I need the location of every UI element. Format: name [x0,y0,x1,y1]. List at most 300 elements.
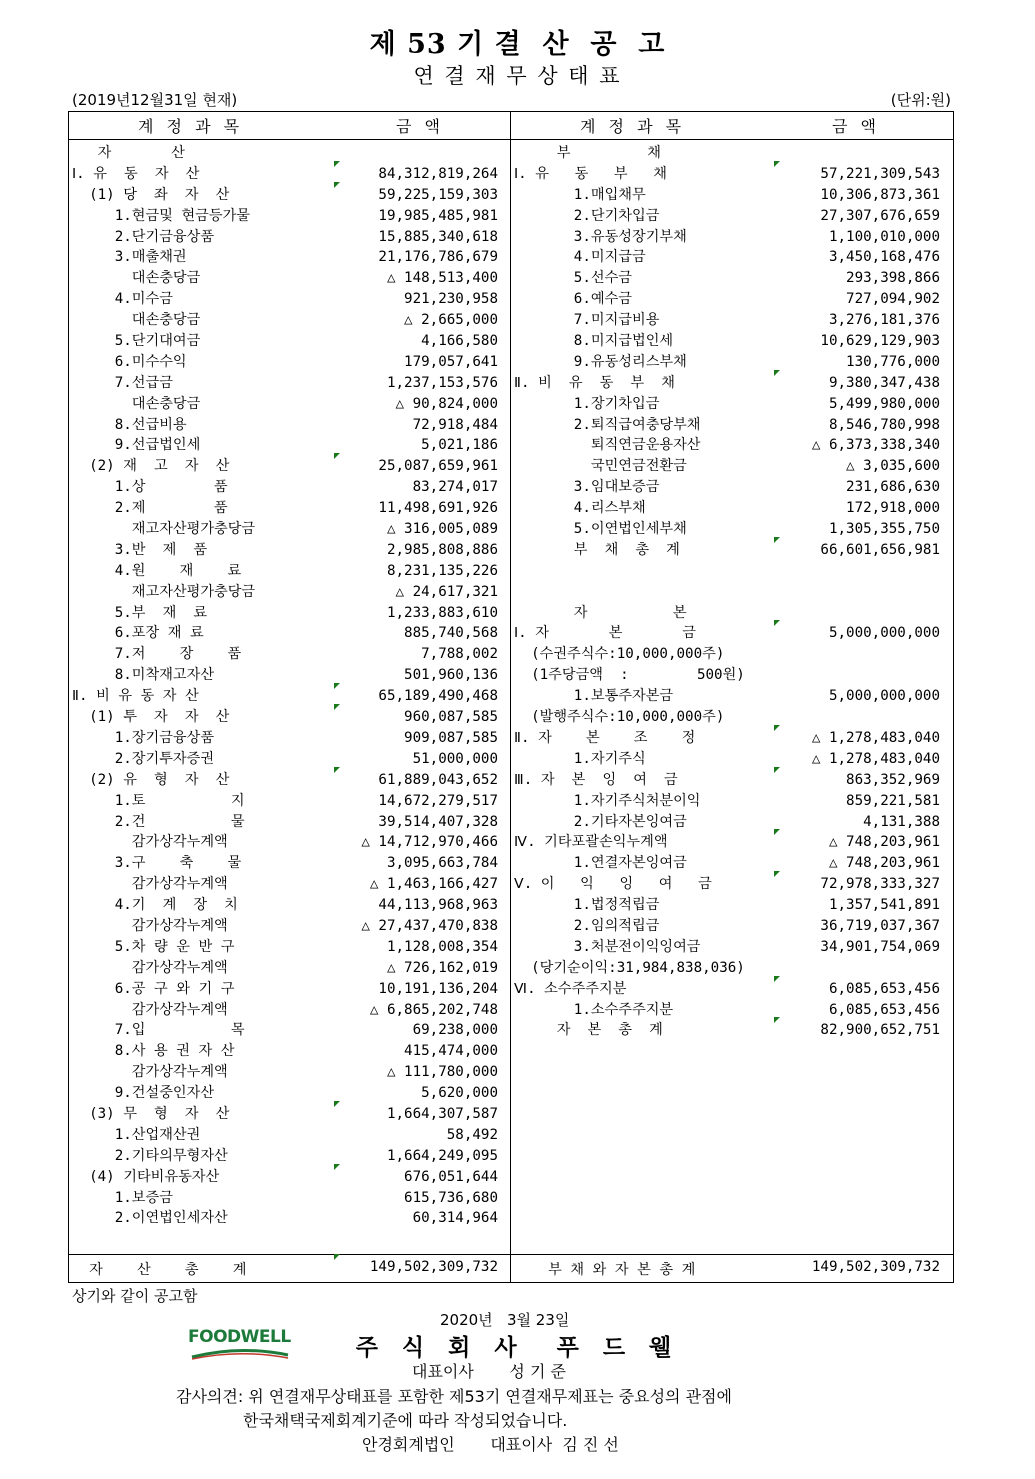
account-label: 6.예수금 [514,291,632,308]
audit-opinion-line1: 감사의견: 위 연결재무상태표를 포함한 제53기 연결재무제표는 중요성의 관점에 [176,1387,732,1406]
account-label: Ⅱ. 비 유 동 자 산 [72,688,199,705]
account-label: 자 본 총 계 [514,1022,663,1039]
table-row [514,519,940,540]
table-row [514,707,940,728]
table-row [72,268,498,289]
account-label: 5.단기대여금 [72,333,201,350]
account-label: 감가상각누계액 [72,959,228,976]
account-label: 4.원 재 료 [72,562,242,579]
header-amount-right: 금 액 [832,117,880,136]
subtotal-marker-icon [334,683,340,689]
account-label: 4.미수금 [72,291,173,308]
account-label: 5.선수금 [514,270,632,287]
account-label: 부 채 총 계 [514,541,680,558]
account-label: 2.이연법인세자산 [72,1210,228,1227]
table-row [72,540,498,561]
account-label: 1.자기주식처분이익 [514,792,701,809]
table-row [514,310,940,331]
amount-value: 82,900,652,751 [820,1022,940,1039]
table-row [72,415,498,436]
table-row [514,791,940,812]
account-label: Ⅵ. 소수주주지분 [514,980,627,997]
amount-value: 4,166,580 [421,333,498,350]
table-row [514,435,940,456]
account-label: 자 본 [514,604,687,621]
table-row [514,728,940,749]
amount-value: 2,985,808,886 [386,541,498,558]
account-label: 8.미착재고자산 [72,667,215,684]
amount-value: 72,918,484 [412,416,498,433]
table-row [514,164,940,185]
account-label: 4.기 계 장 치 [72,897,238,914]
amount-value: 66,601,656,981 [820,541,940,558]
table-row [72,958,498,979]
table-row [514,373,940,394]
amount-value: 21,176,786,679 [378,249,498,266]
account-label: 7.선급금 [72,374,173,391]
subtotal-marker-icon [774,620,780,626]
amount-value: △ 1,278,483,040 [811,750,940,767]
subtotal-marker-icon [774,370,780,376]
le-total-value: 149,502,309,732 [811,1259,940,1275]
table-row [514,289,940,310]
table-row [72,1125,498,1146]
account-label: 1.연결자본잉여금 [514,855,687,872]
header-amount-left: 금 액 [396,117,444,136]
account-label: 4.미지급금 [514,249,646,266]
table-row [514,665,940,686]
amount-value: 39,514,407,328 [378,813,498,830]
table-row [514,227,940,248]
amount-value: 5,499,980,000 [828,395,940,412]
amount-value: △ 14,712,970,466 [361,834,498,851]
amount-value: △ 111,780,000 [386,1064,498,1081]
account-label: 7.입 목 [72,1022,245,1039]
amount-value: 72,978,333,327 [820,876,940,893]
subtotal-marker-icon [334,453,340,459]
document-subtitle: 연 결 재 무 상 태 표 [413,64,622,88]
account-label: 6.포장 재 료 [72,625,204,642]
notice-text: 상기와 같이 공고함 [72,1287,198,1305]
amount-value: 10,191,136,204 [378,980,498,997]
amount-value: 84,312,819,264 [378,165,498,182]
table-row [514,874,940,895]
subtotal-marker-icon [334,182,340,188]
table-row [72,164,498,185]
account-label: 3.구 축 물 [72,855,242,872]
logo-text: FOODWELL [188,1327,291,1347]
amount-value: 34,901,754,069 [820,938,940,955]
totals-divider [68,1254,954,1255]
subtotal-marker-icon [334,1164,340,1170]
amount-value: 19,985,485,981 [378,207,498,224]
amount-value: 6,085,653,456 [828,1001,940,1018]
account-label: 3.임대보증금 [514,479,660,496]
company-name: 주 식 회 사 푸 드 웰 [355,1334,680,1361]
account-label: 자 산 [72,145,185,161]
table-row [514,206,940,227]
account-label: (1주당금액 : 500원) [514,667,745,684]
table-row [514,331,940,352]
amount-value: 885,740,568 [404,625,498,642]
amount-value: 293,398,866 [846,270,940,287]
table-row [72,603,498,624]
subtotal-marker-icon [334,1101,340,1107]
table-row [514,456,940,477]
table-row [514,937,940,958]
amount-value: 3,450,168,476 [828,249,940,266]
amount-value: 27,307,676,659 [820,207,940,224]
amount-value: 863,352,969 [846,771,940,788]
account-label: Ⅱ. 자 본 조 정 [514,729,696,746]
amount-value: △ 90,824,000 [395,395,498,412]
table-row [72,812,498,833]
assets-column [72,143,498,1229]
account-label: 5.부 재 료 [72,604,208,621]
amount-value: 130,776,000 [846,353,940,370]
table-row [514,352,940,373]
table-row [72,1208,498,1229]
account-label: 9.유동성리스부채 [514,353,687,370]
assets-total-label: 자 산 총 계 [72,1262,247,1278]
amount-value: 921,230,958 [404,291,498,308]
account-label: Ⅲ. 자 본 잉 여 금 [514,771,678,788]
table-row [72,1083,498,1104]
liabilities-equity-column [514,143,940,1041]
account-label: 8.선급비용 [72,416,187,433]
account-label: 3.처분전이익잉여금 [514,938,701,955]
table-row [72,477,498,498]
amount-value: 6,085,653,456 [828,980,940,997]
account-label: 퇴직연금운용자산 [514,437,701,454]
amount-value: 4,131,388 [863,813,940,830]
table-row [72,247,498,268]
account-label: 감가상각누계액 [72,1001,228,1018]
account-label: Ⅰ. 유 동 부 채 [514,165,667,182]
document-title: 제 53 기 결 산 공 고 [369,29,666,60]
table-row [514,770,940,791]
account-label: (당기순이익:31,984,838,036) [514,959,745,976]
audit-opinion-line2: 한국채택국제회계기준에 따라 작성되었습니다. [243,1411,568,1430]
table-row [514,185,940,206]
table-row [514,582,940,603]
account-label: Ⅴ. 이 익 잉 여 금 [514,876,712,893]
amount-value: 59,225,159,303 [378,186,498,203]
table-row [72,916,498,937]
table-row [514,143,940,164]
table-row [514,832,940,853]
account-label: 1.매입채무 [514,186,646,203]
account-label: 2.기타자본잉여금 [514,813,687,830]
account-label: 2.임의적립금 [514,917,660,934]
amount-value: 676,051,644 [404,1168,498,1185]
account-label: 5.이연법인세부채 [514,521,687,538]
account-label: 3.유동성장기부채 [514,228,687,245]
account-label: 1.현금및 현금등가물 [72,207,250,224]
amount-value: 11,498,691,926 [378,500,498,517]
table-row [514,895,940,916]
unit-note: (단위:원) [890,91,951,109]
account-label: 1.장기금융상품 [72,729,215,746]
table-row [72,435,498,456]
amount-value: 1,664,307,587 [386,1105,498,1122]
subtotal-marker-icon [334,767,340,773]
amount-value: 60,314,964 [412,1210,498,1227]
date-note: (2019년12월31일 현재) [72,91,238,109]
table-row [514,247,940,268]
table-row [72,143,498,164]
account-label: 재고자산평가충당금 [72,583,256,600]
table-row [72,1146,498,1167]
account-label: 감가상각누계액 [72,834,228,851]
table-row [514,812,940,833]
account-label: 6.공 구 와 기 구 [72,980,235,997]
amount-value: 83,274,017 [412,479,498,496]
table-row [72,1000,498,1021]
header-account-left: 계 정 과 목 [138,117,244,136]
amount-value: 10,629,129,903 [820,333,940,350]
account-label: Ⅳ. 기타포괄손익누계액 [514,834,668,851]
table-row [72,874,498,895]
account-label: 2.장기투자증권 [72,750,215,767]
table-row [514,916,940,937]
le-total-label: 부 채 와 자 본 총 계 [514,1262,696,1278]
account-label: 2.단기금융상품 [72,228,215,245]
table-row [72,937,498,958]
amount-value: 172,918,000 [846,500,940,517]
amount-value: 501,960,136 [404,667,498,684]
table-row [72,1062,498,1083]
account-label: (1) 당 좌 자 산 [72,186,230,203]
account-label: (1) 투 자 자 산 [72,709,230,726]
ceo-line: 대표이사 성 기 준 [412,1362,566,1381]
amount-value: 57,221,309,543 [820,165,940,182]
account-label: 2.단기차입금 [514,207,660,224]
table-row [72,686,498,707]
amount-value: 5,620,000 [421,1085,498,1102]
table-row [72,623,498,644]
table-row [514,268,940,289]
amount-value: △ 6,865,202,748 [369,1001,498,1018]
account-label: 1.상 품 [72,479,228,496]
table-row [72,1020,498,1041]
account-label: 1.보통주자본금 [514,688,674,705]
subtotal-marker-icon [774,725,780,731]
amount-value: △ 148,513,400 [386,270,498,287]
table-row [514,686,940,707]
account-label: Ⅰ. 자 본 금 [514,625,696,642]
account-label: 9.선급법인세 [72,437,201,454]
account-label: 2.제 품 [72,500,228,517]
amount-value: 859,221,581 [846,792,940,809]
amount-value: 231,686,630 [846,479,940,496]
account-label: 2.기타의무형자산 [72,1147,228,1164]
amount-value: 9,380,347,438 [828,374,940,391]
header-divider [68,139,954,140]
account-label: Ⅰ. 유 동 자 산 [72,165,200,182]
amount-value: 1,664,249,095 [386,1147,498,1164]
account-label: 1.산업재산권 [72,1126,201,1143]
account-label: 1.소수주주지분 [514,1001,674,1018]
account-label: 6.미수수익 [72,353,187,370]
amount-value: 727,094,902 [846,291,940,308]
account-label: 7.미지급비용 [514,312,660,329]
amount-value: 3,095,663,784 [386,855,498,872]
table-row [514,958,940,979]
amount-value: △ 3,035,600 [846,458,940,475]
account-label: Ⅱ. 비 유 동 부 채 [514,374,675,391]
amount-value: 909,087,585 [404,729,498,746]
amount-value: △ 748,203,961 [828,834,940,851]
account-label: 대손충당금 [72,312,201,329]
table-row [72,791,498,812]
subtotal-marker-icon [774,767,780,773]
table-row [514,415,940,436]
table-row [72,185,498,206]
subtotal-marker-icon [334,704,340,710]
table-row [514,394,940,415]
column-divider [510,111,511,1283]
amount-value: 1,128,008,354 [386,938,498,955]
amount-value: 44,113,968,963 [378,897,498,914]
table-row [72,394,498,415]
account-label: 1.장기차입금 [514,395,660,412]
announcement-date: 2020년 3월 23일 [440,1311,570,1329]
amount-value: 36,719,037,367 [820,917,940,934]
table-row [72,1041,498,1062]
table-row [72,832,498,853]
amount-value: △ 748,203,961 [828,855,940,872]
table-row [514,561,940,582]
account-label: (발행주식수:10,000,000주) [514,709,725,726]
amount-value: 15,885,340,618 [378,228,498,245]
amount-value: 25,087,659,961 [378,458,498,475]
amount-value: △ 726,162,019 [386,959,498,976]
table-row [514,749,940,770]
table-row [72,331,498,352]
total-marker-icon [334,1254,340,1260]
amount-value: 8,546,780,998 [828,416,940,433]
amount-value: 8,231,135,226 [386,562,498,579]
subtotal-marker-icon [774,161,780,167]
account-label: 부 채 [514,145,661,161]
table-row [72,519,498,540]
account-label: 1.토 지 [72,792,245,809]
amount-value: 1,100,010,000 [828,228,940,245]
table-row [72,498,498,519]
table-row [72,1188,498,1209]
amount-value: 5,000,000,000 [828,688,940,705]
amount-value: 51,000,000 [412,750,498,767]
amount-value: △ 1,463,166,427 [369,876,498,893]
amount-value: 1,305,355,750 [828,521,940,538]
account-label: 국민연금전환금 [514,458,687,475]
table-row [72,1104,498,1125]
amount-value: 5,021,186 [421,437,498,454]
amount-value: 65,189,490,468 [378,688,498,705]
subtotal-marker-icon [774,1017,780,1023]
auditor-line: 안경회계법인 대표이사 김 진 선 [362,1435,619,1454]
table-row [514,979,940,1000]
table-row [514,623,940,644]
account-label: 8.사 용 권 자 산 [72,1043,235,1060]
table-row [514,853,940,874]
table-row [72,373,498,394]
account-label: (수권주식수:10,000,000주) [514,646,725,663]
account-label: 2.건 물 [72,813,245,830]
account-label: 1.자기주식 [514,750,646,767]
table-row [72,895,498,916]
account-label: 재고자산평가충당금 [72,521,256,538]
amount-value: △ 6,373,338,340 [811,437,940,454]
table-row [72,1167,498,1188]
amount-value: 7,788,002 [421,646,498,663]
table-row [72,310,498,331]
account-label: 9.건설중인자산 [72,1085,215,1102]
account-label: 3.반 제 품 [72,541,208,558]
amount-value: △ 24,617,321 [395,583,498,600]
table-row [72,665,498,686]
table-row [514,644,940,665]
account-label: 1.법정적립금 [514,897,660,914]
amount-value: 58,492 [446,1126,498,1143]
table-row [72,206,498,227]
account-label: 감가상각누계액 [72,1064,228,1081]
amount-value: △ 1,278,483,040 [811,729,940,746]
amount-value: 1,357,541,891 [828,897,940,914]
amount-value: 10,306,873,361 [820,186,940,203]
table-row [72,770,498,791]
amount-value: 415,474,000 [404,1043,498,1060]
amount-value: 1,233,883,610 [386,604,498,621]
table-row [514,498,940,519]
account-label: 감가상각누계액 [72,876,228,893]
account-label: 4.리스부채 [514,500,646,517]
table-row [72,582,498,603]
table-row [72,289,498,310]
amount-value: 61,889,043,652 [378,771,498,788]
header-account-right: 계 정 과 목 [580,117,686,136]
account-label: 3.매출채권 [72,249,187,266]
account-label: 대손충당금 [72,395,201,412]
amount-value: 960,087,585 [404,709,498,726]
account-label: 8.미지급법인세 [514,333,674,350]
amount-value: 69,238,000 [412,1022,498,1039]
table-row [72,728,498,749]
account-label: 7.저 장 품 [72,646,242,663]
account-label: (2) 재 고 자 산 [72,458,230,475]
amount-value: 1,237,153,576 [386,374,498,391]
table-row [72,979,498,1000]
account-label: (3) 무 형 자 산 [72,1105,230,1122]
account-label: 대손충당금 [72,270,201,287]
account-label: 2.퇴직급여충당부채 [514,416,701,433]
amount-value: 5,000,000,000 [828,625,940,642]
table-row [72,352,498,373]
account-label: 5.차 량 운 반 구 [72,938,235,955]
table-row [72,644,498,665]
amount-value: 179,057,641 [404,353,498,370]
amount-value: 615,736,680 [404,1189,498,1206]
table-row [514,1000,940,1021]
account-label: (4) 기타비유동자산 [72,1168,220,1185]
subtotal-marker-icon [774,829,780,835]
account-label: (2) 유 형 자 산 [72,771,230,788]
subtotal-marker-icon [774,537,780,543]
amount-value: △ 2,665,000 [404,312,498,329]
table-row [514,603,940,624]
table-row [514,477,940,498]
